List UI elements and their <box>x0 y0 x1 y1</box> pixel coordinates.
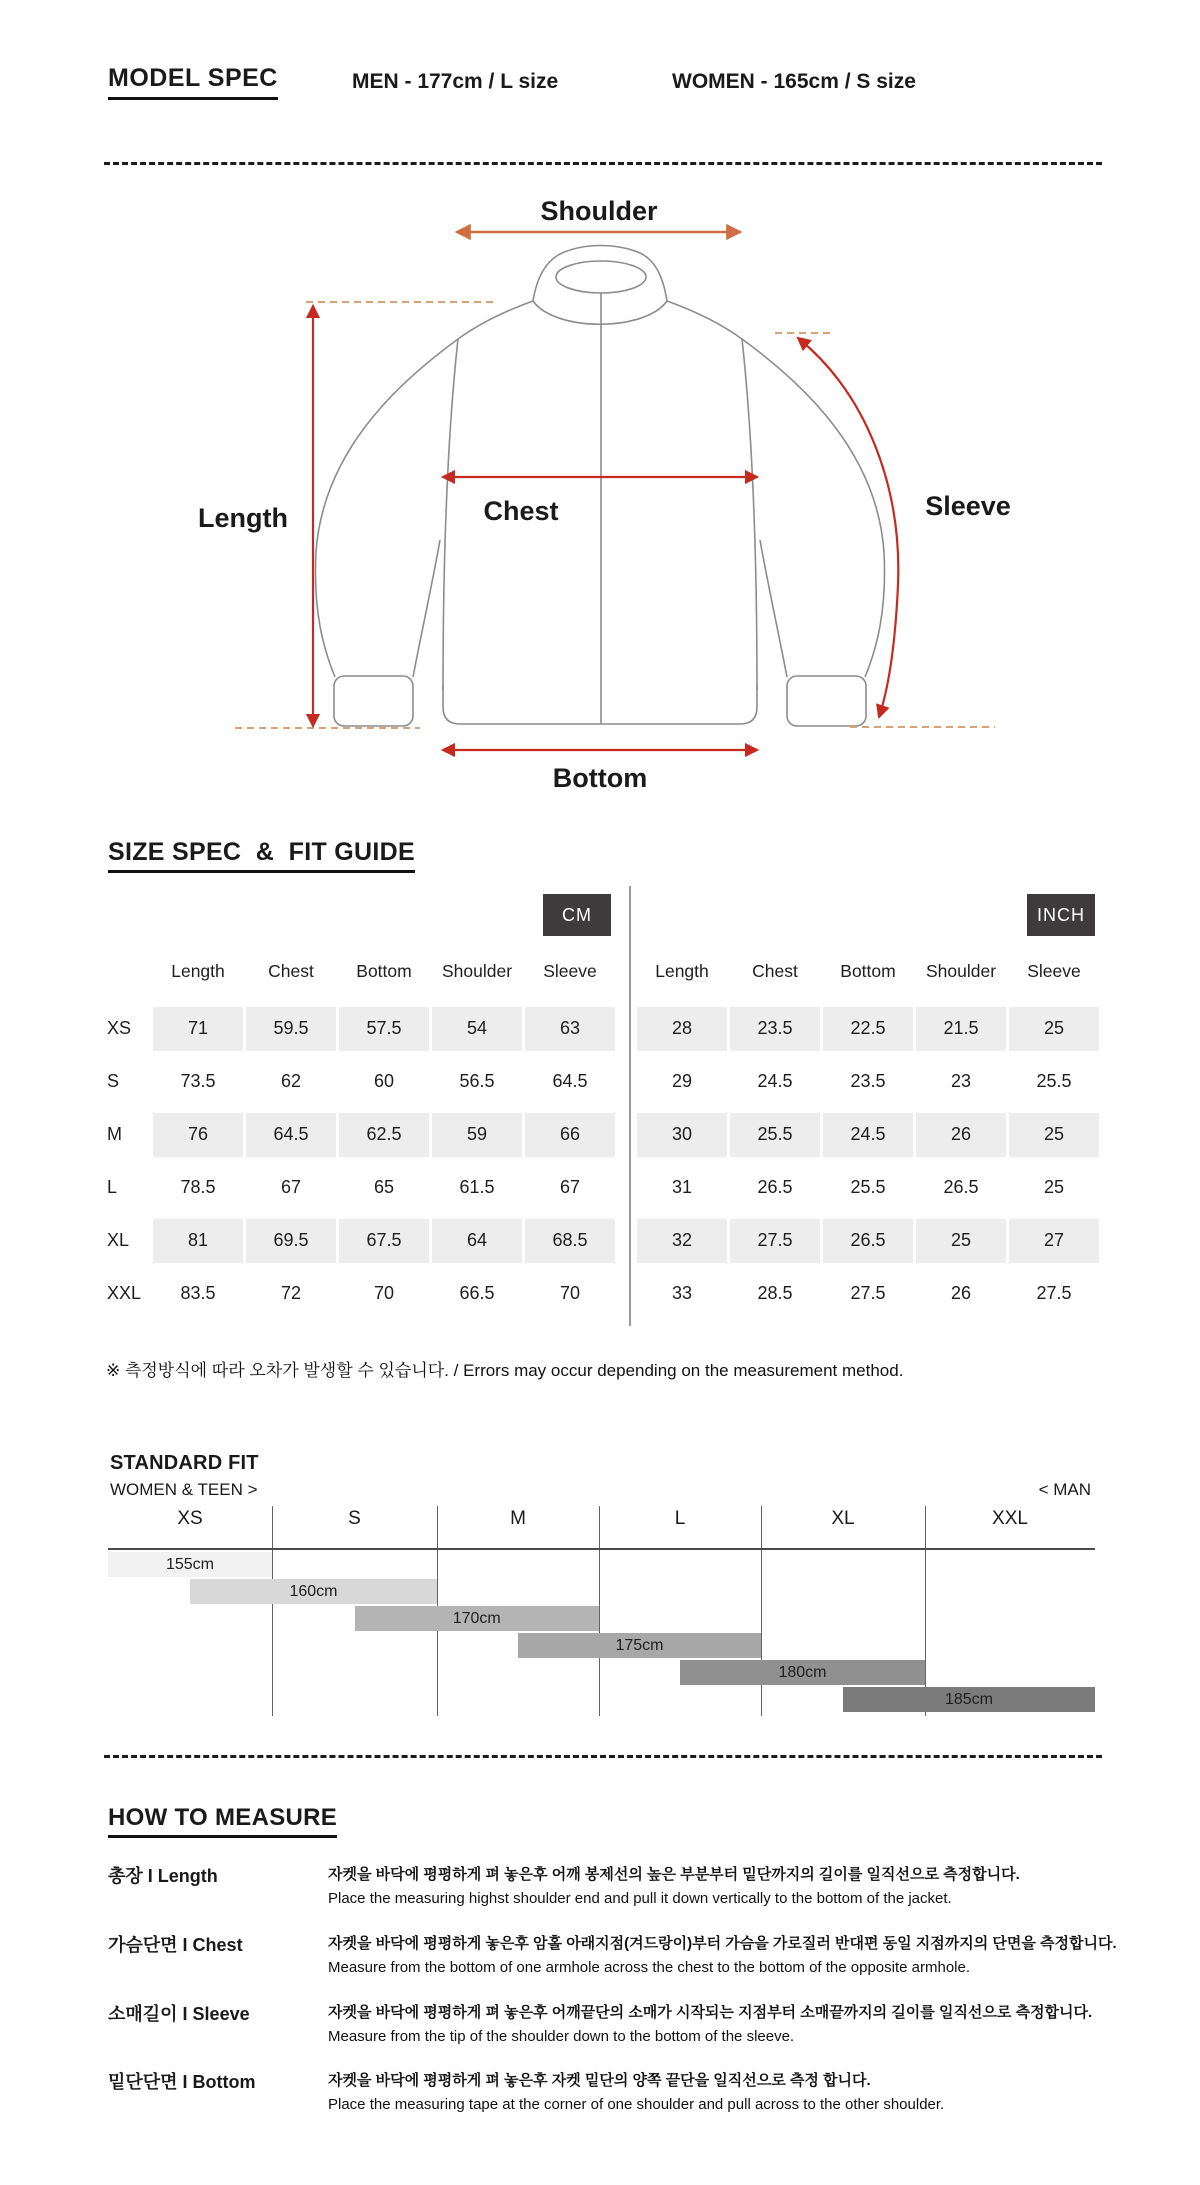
measure-description-kr: 자켓을 바닥에 평평하게 펴 놓은후 어깨 봉제선의 높은 부분부터 밑단까지의 길이를 일직선으로 측정합니다. <box>328 1866 1020 1883</box>
size-label: M <box>107 1124 122 1144</box>
inch-table <box>637 940 1099 1320</box>
fit-column-line <box>925 1506 926 1716</box>
fit-size-label: XS <box>177 1508 203 1529</box>
table-row <box>637 1108 1099 1161</box>
value-cell: 59.5 <box>246 1007 336 1051</box>
how-to-measure-title <box>108 1804 337 1838</box>
table-row <box>80 1055 615 1108</box>
measure-description-en: Measure from the tip of the shoulder down to the bottom of the sleeve. <box>328 2028 795 2045</box>
fit-size-label: XL <box>831 1508 855 1529</box>
sleeve-arrow <box>798 338 898 717</box>
column-header: Bottom <box>356 960 412 981</box>
left-cuff <box>334 676 413 726</box>
column-header: Bottom <box>840 960 896 981</box>
fit-column-line <box>272 1506 273 1716</box>
measure-description-kr: 자켓을 바닥에 평평하게 펴 놓은후 어깨끝단의 소매가 시작되는 지점부터 소매끝까지의 길이를 일직선으로 측정합니다. <box>328 2004 1093 2021</box>
value-cell: 28.5 <box>757 1283 793 1303</box>
value-cell: 73.5 <box>180 1071 216 1091</box>
value-cell: 78.5 <box>180 1177 216 1197</box>
value-cell: 23 <box>950 1071 972 1091</box>
value-cell: 26.5 <box>943 1177 979 1197</box>
model-spec-title-text: MODEL SPEC <box>108 64 278 100</box>
value-cell: 31 <box>671 1177 693 1197</box>
model-spec-women: WOMEN - 165cm / S size <box>672 70 916 93</box>
value-cell: 25.5 <box>730 1113 820 1157</box>
shoulder-label: Shoulder <box>540 196 658 226</box>
value-cell: 70 <box>559 1283 581 1303</box>
value-cell: 63 <box>525 1007 615 1051</box>
value-cell: 23.5 <box>850 1071 886 1091</box>
value-cell: 64.5 <box>246 1113 336 1157</box>
fit-height-bar: 175cm <box>518 1633 761 1658</box>
fit-height-bar: 160cm <box>190 1579 437 1604</box>
measure-description-kr: 자켓을 바닥에 평평하게 놓은후 암홀 아래지점(겨드랑이)부터 가슴을 가로질러 반대편 동일 지점까지의 단면을 측정합니다. <box>328 1935 1117 1952</box>
dashed-divider-bottom <box>104 1755 1102 1758</box>
fit-height-bar: 155cm <box>108 1552 272 1577</box>
measure-label: 밑단단면 I Bottom <box>108 2072 256 2092</box>
measure-description <box>328 2069 1118 2113</box>
value-cell: 26 <box>950 1283 972 1303</box>
measure-description-en: Place the measuring tape at the corner of one shoulder and pull across to the other shoulder. <box>328 2096 945 2113</box>
column-header: Shoulder <box>925 960 997 981</box>
value-cell: 26.5 <box>823 1219 913 1263</box>
measure-description <box>328 2001 1118 2045</box>
table-row <box>637 1267 1099 1320</box>
value-cell: 66.5 <box>459 1283 495 1303</box>
cm-table <box>80 940 615 1320</box>
jacket-outline <box>315 246 884 727</box>
standard-fit-women-label: WOMEN & TEEN > <box>110 1480 258 1499</box>
value-cell: 67 <box>280 1177 302 1197</box>
column-header: Chest <box>268 960 314 981</box>
value-cell: 71 <box>153 1007 243 1051</box>
inch-badge: INCH <box>1027 894 1095 936</box>
value-cell: 26 <box>916 1113 1006 1157</box>
value-cell: 56.5 <box>459 1071 495 1091</box>
value-cell: 62.5 <box>339 1113 429 1157</box>
fit-height-bar: 185cm <box>843 1687 1095 1712</box>
how-to-measure-title-text: HOW TO MEASURE <box>108 1804 337 1838</box>
value-cell: 29 <box>671 1071 693 1091</box>
value-cell: 25 <box>1009 1113 1099 1157</box>
size-label: S <box>107 1071 120 1091</box>
standard-fit-title: STANDARD FIT <box>110 1452 259 1474</box>
value-cell: 64 <box>432 1219 522 1263</box>
measure-label: 총장 I Length <box>108 1866 218 1886</box>
value-cell: 28 <box>637 1007 727 1051</box>
value-cell: 25 <box>1009 1007 1099 1051</box>
value-cell: 83.5 <box>180 1283 216 1303</box>
value-cell: 61.5 <box>459 1177 495 1197</box>
fit-size-label: S <box>348 1508 361 1529</box>
table-row <box>80 1108 615 1161</box>
measure-description-en: Measure from the bottom of one armhole across the chest to the bottom of the opposite armhole. <box>328 1959 971 1976</box>
value-cell: 26.5 <box>757 1177 793 1197</box>
column-header: Shoulder <box>441 960 513 981</box>
column-header: Length <box>171 960 225 981</box>
value-cell: 66 <box>525 1113 615 1157</box>
value-cell: 54 <box>432 1007 522 1051</box>
right-cuff <box>787 676 866 726</box>
table-row <box>637 1214 1099 1267</box>
sleeve-label: Sleeve <box>925 491 1011 521</box>
chest-label: Chest <box>483 496 559 526</box>
standard-fit-man-label: < MAN <box>1038 1480 1091 1499</box>
column-header: Sleeve <box>1027 960 1081 981</box>
value-cell: 25.5 <box>850 1177 886 1197</box>
value-cell: 25 <box>916 1219 1006 1263</box>
table-row <box>80 1214 615 1267</box>
value-cell: 21.5 <box>916 1007 1006 1051</box>
column-header: Length <box>655 960 709 981</box>
value-cell: 33 <box>671 1283 693 1303</box>
measure-label: 가슴단면 I Chest <box>108 1935 243 1955</box>
measure-description <box>328 1932 1118 1976</box>
value-cell: 59 <box>432 1113 522 1157</box>
fit-size-label: XXL <box>992 1508 1028 1529</box>
value-cell: 27.5 <box>1036 1283 1072 1303</box>
model-spec-men: MEN - 177cm / L size <box>352 70 559 93</box>
size-label: XS <box>107 1018 132 1038</box>
value-cell: 27 <box>1009 1219 1099 1263</box>
inch-table-header <box>637 940 1099 1002</box>
value-cell: 69.5 <box>246 1219 336 1263</box>
table-row <box>637 1002 1099 1055</box>
value-cell: 24.5 <box>823 1113 913 1157</box>
table-row <box>637 1055 1099 1108</box>
fit-height-bar: 180cm <box>680 1660 925 1685</box>
size-label: XL <box>107 1230 130 1250</box>
bottom-label: Bottom <box>552 763 648 793</box>
value-cell: 67 <box>559 1177 581 1197</box>
column-header: Sleeve <box>543 960 597 981</box>
size-spec-title-text: SIZE SPEC & FIT GUIDE <box>108 838 415 873</box>
value-cell: 23.5 <box>730 1007 820 1051</box>
value-cell: 30 <box>637 1113 727 1157</box>
cm-badge: CM <box>543 894 611 936</box>
column-header: Chest <box>752 960 798 981</box>
table-row <box>80 1267 615 1320</box>
value-cell: 25 <box>1043 1177 1065 1197</box>
size-label: L <box>107 1177 118 1197</box>
table-row <box>80 1002 615 1055</box>
value-cell: 60 <box>373 1071 395 1091</box>
table-row <box>80 1161 615 1214</box>
value-cell: 62 <box>280 1071 302 1091</box>
table-divider <box>629 886 631 1326</box>
fit-column-line <box>599 1506 600 1716</box>
cm-table-header <box>80 940 615 1002</box>
fit-height-bar: 170cm <box>355 1606 600 1631</box>
value-cell: 64.5 <box>552 1071 588 1091</box>
collar-opening <box>556 261 646 293</box>
size-spec-title <box>108 838 415 873</box>
fit-size-label: M <box>510 1508 526 1529</box>
value-cell: 76 <box>153 1113 243 1157</box>
dashed-divider-top <box>104 162 1102 165</box>
value-cell: 24.5 <box>757 1071 793 1091</box>
value-cell: 27.5 <box>730 1219 820 1263</box>
size-label: XXL <box>107 1283 142 1303</box>
value-cell: 65 <box>373 1177 395 1197</box>
measure-description-en: Place the measuring highst shoulder end and pull it down vertically to the bottom of the jacket. <box>328 1890 952 1907</box>
value-cell: 72 <box>280 1283 302 1303</box>
value-cell: 32 <box>637 1219 727 1263</box>
length-label: Length <box>198 503 288 533</box>
value-cell: 25.5 <box>1036 1071 1072 1091</box>
measure-description <box>328 1863 1118 1907</box>
measure-label: 소매길이 I Sleeve <box>108 2004 250 2024</box>
jacket-measurement-diagram <box>80 190 1120 805</box>
leader-lines <box>235 302 995 728</box>
standard-fit-axis <box>108 1548 1095 1550</box>
value-cell: 57.5 <box>339 1007 429 1051</box>
value-cell: 68.5 <box>525 1219 615 1263</box>
measure-description-kr: 자켓을 바닥에 평평하게 펴 놓은후 자켓 밑단의 양쪽 끝단을 일직선으로 측정 합니다. <box>328 2072 871 2089</box>
value-cell: 22.5 <box>823 1007 913 1051</box>
value-cell: 27.5 <box>850 1283 886 1303</box>
table-row <box>637 1161 1099 1214</box>
value-cell: 81 <box>153 1219 243 1263</box>
value-cell: 70 <box>373 1283 395 1303</box>
measurement-note: ※ 측정방식에 따라 오차가 발생할 수 있습니다. / Errors may occur depending on the measurement method. <box>106 1361 904 1380</box>
model-spec-title <box>108 64 278 100</box>
value-cell: 67.5 <box>339 1219 429 1263</box>
fit-size-label: L <box>674 1508 686 1529</box>
